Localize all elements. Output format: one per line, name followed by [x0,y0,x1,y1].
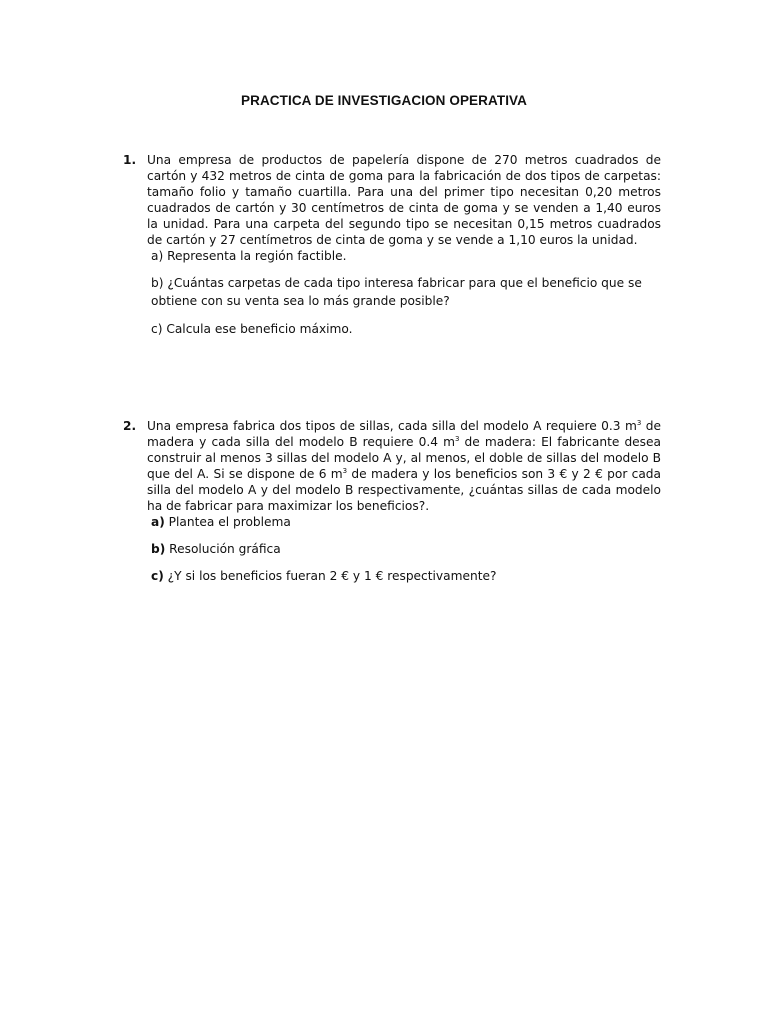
part-label: b) [151,542,166,556]
problem-number: 1. [123,153,137,167]
problem-part-c: c) Calcula ese beneficio máximo. [151,322,353,336]
problem-part-b: b) ¿Cuántas carpetas de cada tipo interesa fabricar para que el beneficio que se obtiene con su venta sea lo más grande posible? [151,276,642,308]
part-text: Resolución gráfica [165,542,281,556]
problem-statement [147,418,661,514]
problem-part-c [151,568,661,584]
problem-number: 2. [123,419,137,433]
problem-statement: Una empresa de productos de papelería dispone de 270 metros cuadrados de cartón y 432 metros de cinta de goma para la fabricación de dos tipos de carpetas: tamaño folio y tamaño cuartilla. Para una del primer tipo necesitan 0,20 metros cuadrados de cartón y 30 centímetros de cinta de goma y se venden a 1,40 euros la unidad. Para una carpeta del segundo tipo se necesitan 0,15 metros cuadrados de cartón y 27 centímetros de cinta de goma y se vende a 1,10 euros la unidad. [147,153,661,247]
part-text: Plantea el problema [164,515,291,529]
part-label: a) [151,515,165,529]
part-text: ¿Y si los beneficios fueran 2 € y 1 € respectivamente? [163,569,497,583]
superscript: 3 [454,435,460,443]
statement-text: de madera y los beneficios son 3 € y 2 € por cada silla del modelo A y del modelo B respectivamente, ¿cuántas sillas de cada modelo ha de fabricar para maximizar los beneficios?. [147,467,661,513]
statement-text: Una empresa fabrica dos tipos de sillas, cada silla del modelo A requiere 0.3 m [147,419,637,433]
problem-part-a [151,514,661,530]
problem-1 [123,152,661,337]
part-label: c) [151,569,164,583]
problem-part-b [151,541,661,557]
statement-text: de madera: El fabricante desea construir al menos 3 sillas del modelo A y, al menos, el doble de sillas del modelo B que del A. Si se dispone de 6 m [147,435,661,481]
superscript: 3 [342,467,348,475]
page-title: PRACTICA DE INVESTIGACION OPERATIVA [240,93,528,108]
problem-2 [123,418,661,584]
superscript: 3 [636,419,642,427]
problem-part-a: a) Representa la región factible. [151,249,347,263]
statement-text: de madera y cada silla del modelo B requiere 0.4 m [147,419,661,449]
